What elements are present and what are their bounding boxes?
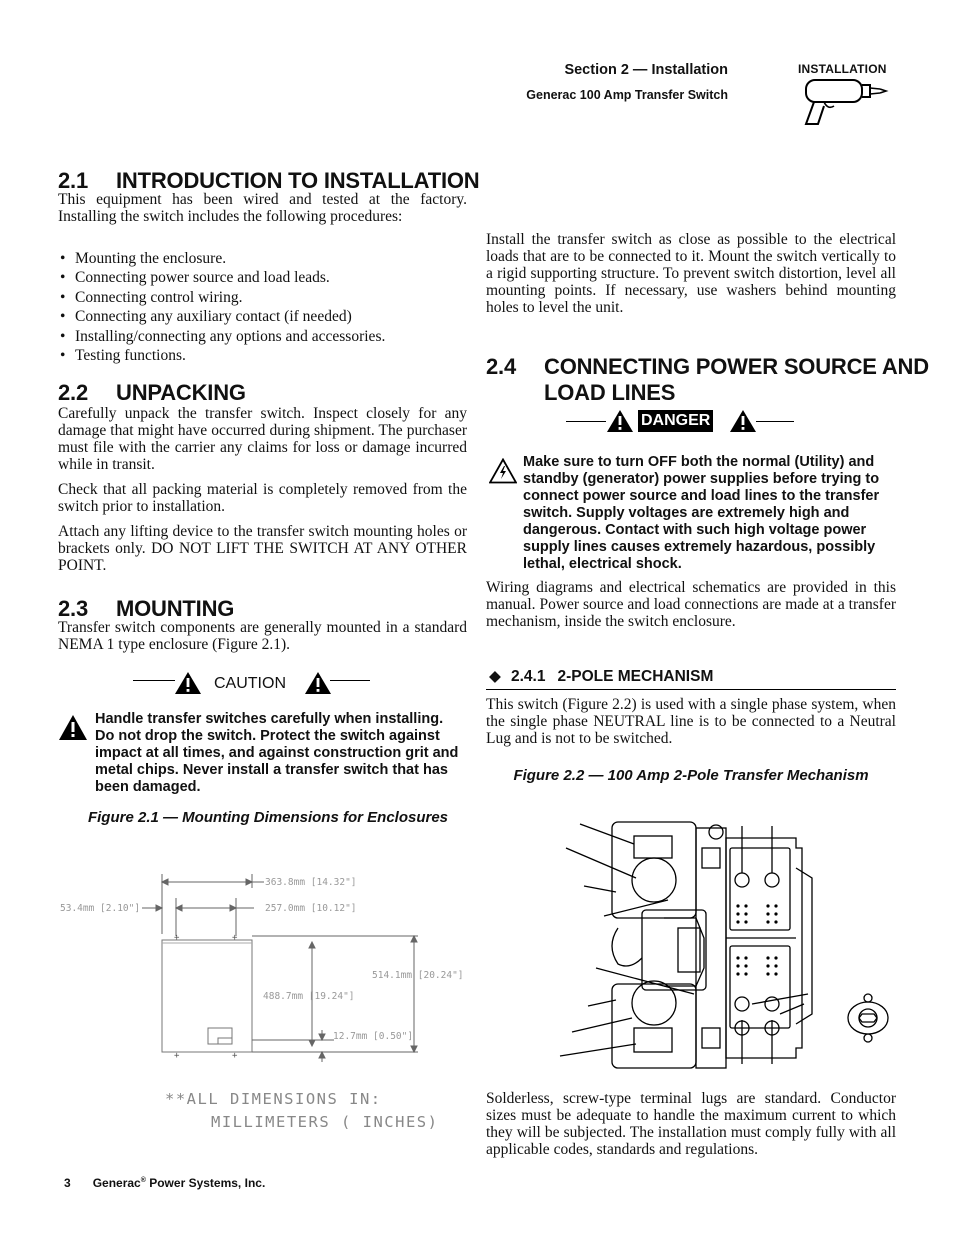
caution-rule-right <box>330 680 370 681</box>
caution-rule-left <box>133 680 175 681</box>
danger-rule-left <box>566 421 606 422</box>
dimension-label: 363.8mm [14.32"] <box>265 877 357 888</box>
heading-2-4-line-2: LOAD LINES <box>544 380 676 405</box>
footer-company-rest: Power Systems, Inc. <box>145 1176 266 1190</box>
drill-icon <box>798 76 890 128</box>
dimension-label: 488.7mm [19.24"] <box>263 991 355 1002</box>
danger-rule-right <box>756 421 794 422</box>
dimension-label: 53.4mm [2.10"] <box>60 903 141 914</box>
warning-triangle-icon <box>729 409 757 433</box>
heading-2-1: 2.1 INTRODUCTION TO INSTALLATION <box>58 168 480 193</box>
footer-company: Generac <box>92 1176 141 1190</box>
caution-text: Handle transfer switches carefully when installing. Do not drop the switch. Protect the switch against impact at all times, and against construction grit and metal chips. Never install a transfer switch that has been damaged. <box>95 711 459 795</box>
diamond-bullet-icon: ◆ <box>489 668 501 685</box>
list-item: • Connecting power source and load leads. <box>58 268 478 287</box>
intro-paragraph: This equipment has been wired and tested at the factory. Installing the switch includes the following procedures: <box>58 191 467 225</box>
heading-2-4: 2.4 CONNECTING POWER SOURCE AND <box>486 354 929 379</box>
mounting-instructions-paragraph: Install the transfer switch as close as possible to the electrical loads that are to be connected to it. Mount the switch vertically to a rigid supporting structure. To prevent switch distortion, level all mounting points. If necessary, use washers behind mounting holes to level the unit. <box>486 231 896 316</box>
list-item: • Connecting control wiring. <box>58 288 478 307</box>
list-item: • Mounting the enclosure. <box>58 249 478 268</box>
heading-2-2: 2.2 UNPACKING <box>58 380 246 405</box>
danger-label: DANGER <box>638 410 713 432</box>
transfer-mechanism-drawing <box>556 818 896 1076</box>
danger-text: Make sure to turn OFF both the normal (Utility) and standby (generator) power supplies before trying to connect power source and load lines to the transfer switch. Supply voltages are extremely high and dangerous. Contact with such high voltage power supply lines causes extremely hazardous, possibly lethal, electrical shock. <box>523 454 880 572</box>
figure-2-1-caption: Figure 2.1 — Mounting Dimensions for Enclosures <box>87 809 449 826</box>
list-item: • Connecting any auxiliary contact (if needed) <box>58 307 478 326</box>
svg-text:+: + <box>174 933 180 943</box>
wiring-paragraph: Wiring diagrams and electrical schematics are provided in this manual. Power source and load connections are made at a transfer mechanism, inside the switch enclosure. <box>486 579 896 630</box>
page-number: 3 <box>64 1176 71 1190</box>
procedure-list <box>58 249 478 365</box>
svg-text:+: + <box>174 1051 180 1061</box>
dimension-label: 12.7mm [0.50"] <box>333 1031 414 1042</box>
list-item: • Testing functions. <box>58 346 478 365</box>
dimension-label: 257.0mm [10.12"] <box>265 903 357 914</box>
registered-mark: ® <box>140 1177 146 1184</box>
unpacking-paragraph-3: Attach any lifting device to the transfer switch mounting holes or brackets only. DO NOT LIFT THE SWITCH AT ANY OTHER POINT. <box>58 523 467 574</box>
unpacking-paragraph-1: Carefully unpack the transfer switch. Inspect closely for any damage that might have occurred during shipment. The purchaser must file with the carrier any claims for loss or damage incurred while in transit. <box>58 405 467 473</box>
heading-2-3: 2.3 MOUNTING <box>58 596 235 621</box>
2-pole-paragraph: This switch (Figure 2.2) is used with a single phase system, when the single phase NEUTRAL line is to be connected to a Neutral Lug and is not to be switched. <box>486 696 896 747</box>
list-item: • Installing/connecting any options and accessories. <box>58 327 478 346</box>
caution-label: CAUTION <box>214 675 286 692</box>
header-product: Generac 100 Amp Transfer Switch <box>526 88 728 102</box>
heading-underline <box>486 689 896 690</box>
dimension-label: 514.1mm [20.24"] <box>372 970 464 981</box>
svg-text:+: + <box>232 933 238 943</box>
dimension-note-1: **ALL DIMENSIONS IN: <box>165 1090 382 1108</box>
terminal-lugs-paragraph: Solderless, screw-type terminal lugs are standard. Conductor sizes must be adequate to handle the maximum current to which they will be subjected. The installation must comply fully with all applicable codes, standards and regulations. <box>486 1090 896 1158</box>
warning-triangle-icon <box>58 714 88 741</box>
enclosure-dimension-drawing <box>58 868 478 1068</box>
svg-text:+: + <box>232 1051 238 1061</box>
warning-triangle-icon <box>304 671 332 695</box>
mounting-paragraph: Transfer switch components are generally mounted in a standard NEMA 1 type enclosure (Figure 2.1). <box>58 619 467 653</box>
figure-2-2-caption: Figure 2.2 — 100 Amp 2-Pole Transfer Mechanism <box>513 767 869 784</box>
unpacking-paragraph-2: Check that all packing material is completely removed from the switch prior to installation. <box>58 481 467 515</box>
header-badge: INSTALLATION <box>798 62 887 76</box>
electric-shock-warning-icon <box>489 458 517 484</box>
warning-triangle-icon <box>174 671 202 695</box>
heading-2-4-1: ◆ 2.4.1 2-POLE MECHANISM <box>489 668 714 685</box>
header-section: Section 2 — Installation <box>564 62 728 78</box>
footer <box>64 1176 265 1190</box>
warning-triangle-icon <box>606 409 634 433</box>
dimension-note-2: MILLIMETERS ( INCHES) <box>211 1113 439 1131</box>
